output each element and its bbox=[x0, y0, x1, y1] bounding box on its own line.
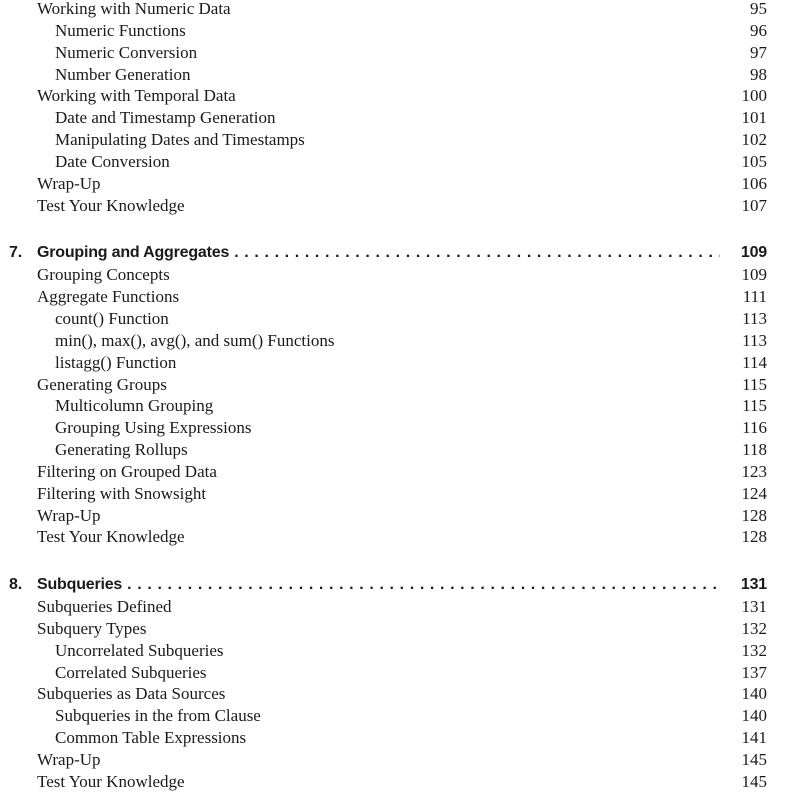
toc-entry bbox=[0, 0, 800, 20]
toc-entry-title: Aggregate Functions bbox=[37, 287, 180, 307]
toc-entry bbox=[0, 596, 800, 618]
toc-entry bbox=[0, 395, 800, 417]
toc-entry bbox=[0, 129, 800, 151]
toc-entry-page: 107 bbox=[741, 195, 767, 215]
toc-entry-title: Working with Numeric Data bbox=[37, 0, 231, 18]
toc-entry-title: Generating Rollups bbox=[55, 440, 188, 460]
toc-entry bbox=[0, 618, 800, 640]
toc-entry-title: Subqueries in the from Clause bbox=[55, 706, 261, 726]
toc-entry bbox=[0, 526, 800, 548]
toc-entry-page: 109 bbox=[741, 265, 767, 285]
toc-entry-title: Numeric Functions bbox=[55, 20, 186, 40]
toc-entry bbox=[0, 771, 800, 793]
toc-entry-title: Manipulating Dates and Timestamps bbox=[55, 130, 305, 150]
toc-section-chapter-8 bbox=[0, 574, 800, 792]
toc-entry-page: 128 bbox=[741, 527, 767, 547]
toc-entry-page: 132 bbox=[741, 640, 767, 660]
toc-entry-title: Wrap-Up bbox=[37, 750, 101, 769]
toc-entry-page: 145 bbox=[741, 771, 767, 791]
toc-entry-title: Subqueries Defined bbox=[37, 597, 172, 617]
section-spacer bbox=[0, 216, 800, 242]
toc-entry-title: Test Your Knowledge bbox=[37, 527, 185, 547]
toc-entry-page: 96 bbox=[750, 20, 767, 40]
toc-entry-page: 98 bbox=[750, 64, 767, 84]
toc-entry bbox=[0, 20, 800, 42]
toc-entry-page: 116 bbox=[742, 418, 767, 438]
toc-entry-page: 97 bbox=[750, 42, 767, 62]
toc-entry-page: 123 bbox=[741, 461, 767, 481]
toc-entry bbox=[0, 195, 800, 217]
toc-entry bbox=[0, 640, 800, 662]
toc-entry-page: 124 bbox=[741, 483, 767, 503]
toc-entry-title: Wrap-Up bbox=[37, 173, 101, 193]
toc-entry-title: Working with Temporal Data bbox=[37, 86, 236, 106]
toc-entry-title: Number Generation bbox=[55, 64, 191, 84]
chapter-heading bbox=[0, 242, 800, 264]
toc-entry-page: 115 bbox=[742, 396, 767, 416]
toc-section-chapter-7 bbox=[0, 242, 800, 548]
toc-entry-title: Test Your Knowledge bbox=[37, 771, 185, 791]
toc-entry-page: 145 bbox=[741, 750, 767, 769]
toc-entry bbox=[0, 461, 800, 483]
chapter-heading bbox=[0, 574, 800, 596]
toc-entry-title: Grouping Using Expressions bbox=[55, 418, 252, 438]
toc-entry-page: 128 bbox=[741, 505, 767, 525]
toc-entry bbox=[0, 749, 800, 771]
toc-entry-title: Generating Groups bbox=[37, 374, 167, 394]
chapter-number: 7. bbox=[9, 244, 22, 262]
toc-section-continuation bbox=[0, 0, 800, 216]
toc-entry-title: Subquery Types bbox=[37, 618, 147, 638]
toc-entry bbox=[0, 308, 800, 330]
toc-entry bbox=[0, 107, 800, 129]
toc-entry-title: Common Table Expressions bbox=[55, 728, 247, 748]
toc-entry-title: min(), max(), avg(), and sum() Functions bbox=[55, 330, 335, 350]
toc-entry-page: 137 bbox=[741, 662, 767, 682]
toc-entry bbox=[0, 505, 800, 527]
chapter-page: 131 bbox=[740, 576, 767, 594]
toc-entry bbox=[0, 727, 800, 749]
toc-entry-page: 140 bbox=[741, 706, 767, 726]
toc-entry bbox=[0, 374, 800, 396]
toc-entry-title: Correlated Subqueries bbox=[55, 662, 207, 682]
toc-entry-page: 100 bbox=[741, 86, 767, 106]
toc-entry-page: 141 bbox=[741, 728, 767, 748]
toc-entry-title: Date and Timestamp Generation bbox=[55, 108, 276, 128]
chapter-title: Subqueries . . . bbox=[37, 574, 720, 596]
toc-entry-page: 105 bbox=[741, 151, 767, 171]
toc-entry-page: 95 bbox=[750, 0, 767, 18]
toc-entry-title: count() Function bbox=[55, 308, 169, 328]
toc-entry bbox=[0, 705, 800, 727]
toc-entry-title: Date Conversion bbox=[55, 151, 170, 171]
toc-entry-title: Wrap-Up bbox=[37, 505, 101, 525]
toc-entry bbox=[0, 64, 800, 86]
toc-entry bbox=[0, 352, 800, 374]
toc-entry-page: 132 bbox=[741, 618, 767, 638]
toc-entry-title: Subqueries as Data Sources bbox=[37, 684, 226, 704]
toc-entry-title: Filtering on Grouped Data bbox=[37, 461, 217, 481]
toc-entry-page: 102 bbox=[741, 130, 767, 150]
toc-entry-page: 106 bbox=[741, 173, 767, 193]
chapter-page: 109 bbox=[740, 244, 767, 262]
toc-entry-title: listagg() Function bbox=[55, 352, 177, 372]
toc-entry bbox=[0, 483, 800, 505]
toc-entry bbox=[0, 286, 800, 308]
toc-entry-page: 131 bbox=[741, 597, 767, 617]
toc-entry-title: Multicolumn Grouping bbox=[55, 396, 214, 416]
chapter-number: 8. bbox=[9, 576, 22, 594]
toc-entry bbox=[0, 439, 800, 461]
toc-entry-page: 115 bbox=[742, 374, 767, 394]
toc-entry bbox=[0, 151, 800, 173]
toc-entry-title: Numeric Conversion bbox=[55, 42, 198, 62]
toc-entry-title: Filtering with Snowsight bbox=[37, 483, 207, 503]
toc-entry bbox=[0, 662, 800, 684]
toc-entry bbox=[0, 173, 800, 195]
toc-entry-page: 113 bbox=[742, 330, 767, 350]
toc-entry-title: Uncorrelated Subqueries bbox=[55, 640, 224, 660]
toc-entry bbox=[0, 264, 800, 286]
toc-entry-page: 101 bbox=[741, 108, 767, 128]
chapter-title: Grouping and Aggregates . . . bbox=[37, 242, 720, 264]
toc-entry-page: 114 bbox=[742, 352, 767, 372]
toc-entry-page: 118 bbox=[742, 440, 767, 460]
toc-entry bbox=[0, 42, 800, 64]
toc-entry-title: Grouping Concepts bbox=[37, 265, 170, 285]
toc-entry-page: 113 bbox=[742, 308, 767, 328]
section-spacer bbox=[0, 548, 800, 574]
toc-entry-page: 111 bbox=[742, 287, 767, 307]
toc-entry bbox=[0, 683, 800, 705]
toc-entry bbox=[0, 85, 800, 107]
toc-entry bbox=[0, 330, 800, 352]
toc-entry-page: 140 bbox=[741, 684, 767, 704]
toc-entry bbox=[0, 417, 800, 439]
toc-entry-title: Test Your Knowledge bbox=[37, 195, 185, 215]
